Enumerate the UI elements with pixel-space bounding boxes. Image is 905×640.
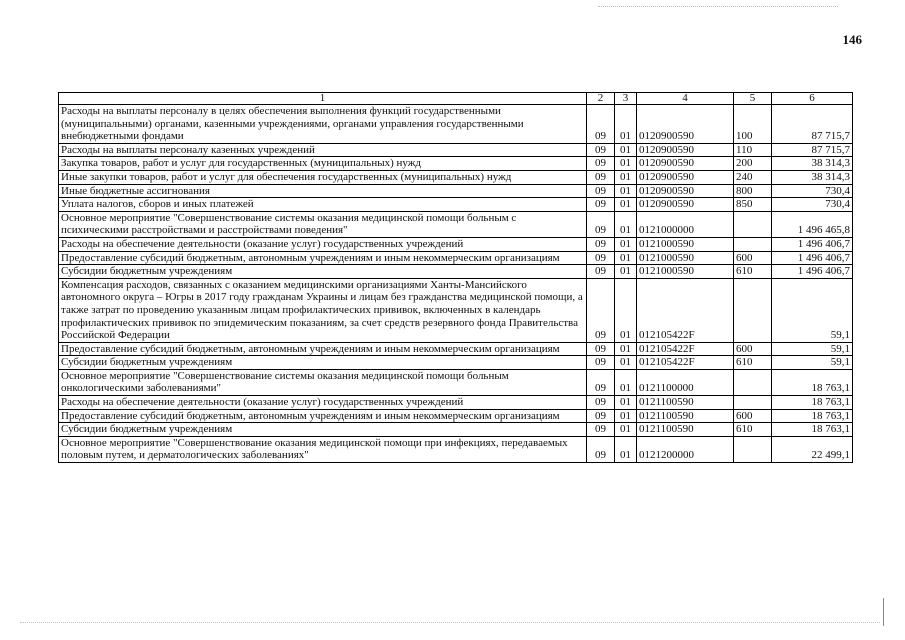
cell-subsection: 01 — [615, 265, 637, 279]
cell-target-article: 0121100590 — [637, 423, 734, 437]
cell-subsection: 01 — [615, 157, 637, 171]
cell-section: 09 — [587, 436, 615, 462]
cell-name: Предоставление субсидий бюджетным, автономным учреждениям и иным некоммерческим организациям — [59, 251, 587, 265]
cell-target-article: 0120900590 — [637, 170, 734, 184]
scan-artifact-bottom — [20, 622, 880, 624]
cell-name: Субсидии бюджетным учреждениям — [59, 423, 587, 437]
cell-expense-type: 610 — [734, 423, 772, 437]
cell-amount: 87 715,7 — [772, 105, 853, 144]
cell-subsection: 01 — [615, 369, 637, 395]
header-cell-expense-type: 5 — [734, 93, 772, 105]
cell-amount: 18 763,1 — [772, 369, 853, 395]
table-row — [59, 342, 853, 356]
cell-expense-type: 800 — [734, 184, 772, 198]
cell-section: 09 — [587, 237, 615, 251]
cell-target-article: 012105422F — [637, 278, 734, 342]
cell-expense-type: 610 — [734, 356, 772, 370]
cell-name: Расходы на обеспечение деятельности (оказание услуг) государственных учреждений — [59, 396, 587, 410]
cell-name: Уплата налогов, сборов и иных платежей — [59, 198, 587, 212]
table-row — [59, 265, 853, 279]
cell-target-article: 012105422F — [637, 342, 734, 356]
cell-expense-type — [734, 278, 772, 342]
cell-subsection: 01 — [615, 211, 637, 237]
header-row — [59, 93, 853, 105]
cell-expense-type — [734, 369, 772, 395]
cell-section: 09 — [587, 157, 615, 171]
cell-expense-type — [734, 396, 772, 410]
cell-target-article: 0121000000 — [637, 211, 734, 237]
cell-expense-type: 600 — [734, 409, 772, 423]
cell-target-article: 0121200000 — [637, 436, 734, 462]
cell-amount: 87 715,7 — [772, 143, 853, 157]
table-row — [59, 423, 853, 437]
cell-amount: 18 763,1 — [772, 423, 853, 437]
cell-target-article: 0120900590 — [637, 184, 734, 198]
cell-section: 09 — [587, 369, 615, 395]
cell-section: 09 — [587, 251, 615, 265]
cell-subsection: 01 — [615, 356, 637, 370]
scan-artifact-top — [598, 6, 838, 8]
cell-name: Расходы на выплаты персоналу в целях обеспечения выполнения функций государственными (муниципальными) органами, казенными учреждениями, органами управления государственными внебюджетными фондами — [59, 105, 587, 144]
page-number: 146 — [842, 32, 862, 47]
cell-name: Основное мероприятие "Совершенствование системы оказания медицинской помощи больным с психическими расстройствами и расстройствами поведения" — [59, 211, 587, 237]
cell-expense-type: 600 — [734, 342, 772, 356]
table-row — [59, 211, 853, 237]
cell-name: Субсидии бюджетным учреждениям — [59, 356, 587, 370]
table-row — [59, 105, 853, 144]
cell-amount: 22 499,1 — [772, 436, 853, 462]
cell-subsection: 01 — [615, 396, 637, 410]
cell-amount: 38 314,3 — [772, 157, 853, 171]
cell-expense-type: 240 — [734, 170, 772, 184]
table-row — [59, 143, 853, 157]
cell-expense-type: 200 — [734, 157, 772, 171]
cell-name: Основное мероприятие "Совершенствование оказания медицинской помощи при инфекциях, передаваемых половым путем, и дерматологических заболеваниях" — [59, 436, 587, 462]
cell-subsection: 01 — [615, 184, 637, 198]
cell-subsection: 01 — [615, 423, 637, 437]
cell-subsection: 01 — [615, 251, 637, 265]
table-row — [59, 237, 853, 251]
cell-target-article: 0121100590 — [637, 409, 734, 423]
cell-target-article: 0121000590 — [637, 265, 734, 279]
cell-name: Иные бюджетные ассигнования — [59, 184, 587, 198]
cell-amount: 59,1 — [772, 342, 853, 356]
cell-name: Иные закупки товаров, работ и услуг для обеспечения государственных (муниципальных) нужд — [59, 170, 587, 184]
table-row — [59, 396, 853, 410]
cell-section: 09 — [587, 105, 615, 144]
cell-amount: 18 763,1 — [772, 409, 853, 423]
cell-name: Основное мероприятие "Совершенствование системы оказания медицинской помощи больным онкологическими заболеваниями" — [59, 369, 587, 395]
cell-section: 09 — [587, 396, 615, 410]
cell-expense-type: 100 — [734, 105, 772, 144]
table-row — [59, 409, 853, 423]
cell-target-article: 0121000590 — [637, 237, 734, 251]
cell-name: Предоставление субсидий бюджетным, автономным учреждениям и иным некоммерческим организациям — [59, 409, 587, 423]
scan-artifact-right — [883, 598, 884, 626]
cell-amount: 1 496 406,7 — [772, 237, 853, 251]
cell-amount: 59,1 — [772, 356, 853, 370]
header-cell-subsection: 3 — [615, 93, 637, 105]
table-row — [59, 436, 853, 462]
table-row — [59, 157, 853, 171]
cell-amount: 1 496 406,7 — [772, 251, 853, 265]
header-cell-name: 1 — [59, 93, 587, 105]
header-cell-section: 2 — [587, 93, 615, 105]
cell-name: Расходы на выплаты персоналу казенных учреждений — [59, 143, 587, 157]
cell-amount: 1 496 465,8 — [772, 211, 853, 237]
cell-expense-type — [734, 436, 772, 462]
table-body — [59, 105, 853, 463]
table-row — [59, 278, 853, 342]
cell-section: 09 — [587, 170, 615, 184]
cell-section: 09 — [587, 198, 615, 212]
table-header — [59, 93, 853, 105]
table-row — [59, 356, 853, 370]
cell-target-article: 0121100000 — [637, 369, 734, 395]
cell-subsection: 01 — [615, 278, 637, 342]
cell-subsection: 01 — [615, 436, 637, 462]
budget-table — [58, 92, 853, 463]
cell-expense-type — [734, 211, 772, 237]
cell-name: Расходы на обеспечение деятельности (оказание услуг) государственных учреждений — [59, 237, 587, 251]
cell-expense-type: 600 — [734, 251, 772, 265]
cell-amount: 1 496 406,7 — [772, 265, 853, 279]
cell-subsection: 01 — [615, 105, 637, 144]
cell-section: 09 — [587, 265, 615, 279]
cell-section: 09 — [587, 342, 615, 356]
cell-expense-type: 110 — [734, 143, 772, 157]
cell-section: 09 — [587, 356, 615, 370]
cell-expense-type: 610 — [734, 265, 772, 279]
header-cell-amount: 6 — [772, 93, 853, 105]
cell-expense-type — [734, 237, 772, 251]
cell-subsection: 01 — [615, 409, 637, 423]
cell-section: 09 — [587, 143, 615, 157]
cell-amount: 59,1 — [772, 278, 853, 342]
table-row — [59, 198, 853, 212]
cell-expense-type: 850 — [734, 198, 772, 212]
cell-name: Закупка товаров, работ и услуг для государственных (муниципальных) нужд — [59, 157, 587, 171]
cell-section: 09 — [587, 211, 615, 237]
cell-subsection: 01 — [615, 237, 637, 251]
cell-target-article: 0121100590 — [637, 396, 734, 410]
cell-target-article: 0120900590 — [637, 143, 734, 157]
cell-amount: 730,4 — [772, 198, 853, 212]
cell-subsection: 01 — [615, 342, 637, 356]
cell-name: Субсидии бюджетным учреждениям — [59, 265, 587, 279]
cell-section: 09 — [587, 184, 615, 198]
cell-amount: 730,4 — [772, 184, 853, 198]
cell-name: Предоставление субсидий бюджетным, автономным учреждениям и иным некоммерческим организациям — [59, 342, 587, 356]
cell-target-article: 0120900590 — [637, 105, 734, 144]
cell-subsection: 01 — [615, 198, 637, 212]
cell-section: 09 — [587, 423, 615, 437]
table-row — [59, 369, 853, 395]
table-row — [59, 184, 853, 198]
cell-target-article: 012105422F — [637, 356, 734, 370]
cell-subsection: 01 — [615, 143, 637, 157]
cell-amount: 18 763,1 — [772, 396, 853, 410]
table-row — [59, 170, 853, 184]
cell-section: 09 — [587, 278, 615, 342]
cell-target-article: 0120900590 — [637, 157, 734, 171]
table-row — [59, 251, 853, 265]
cell-target-article: 0120900590 — [637, 198, 734, 212]
cell-target-article: 0121000590 — [637, 251, 734, 265]
cell-subsection: 01 — [615, 170, 637, 184]
header-cell-target-article: 4 — [637, 93, 734, 105]
cell-section: 09 — [587, 409, 615, 423]
cell-name: Компенсация расходов, связанных с оказанием медицинскими организациями Ханты-Мансийского автономного округа – Югры в 2017 году гражданам Украины и лицам без гражданства медицинской помощи, а также затрат по проведению указанным лицам профилактических прививок, включенных в календарь профилактических прививок по эпидемическим показаниям, за счет средств резервного фонда Правительства Российской Федерации — [59, 278, 587, 342]
cell-amount: 38 314,3 — [772, 170, 853, 184]
